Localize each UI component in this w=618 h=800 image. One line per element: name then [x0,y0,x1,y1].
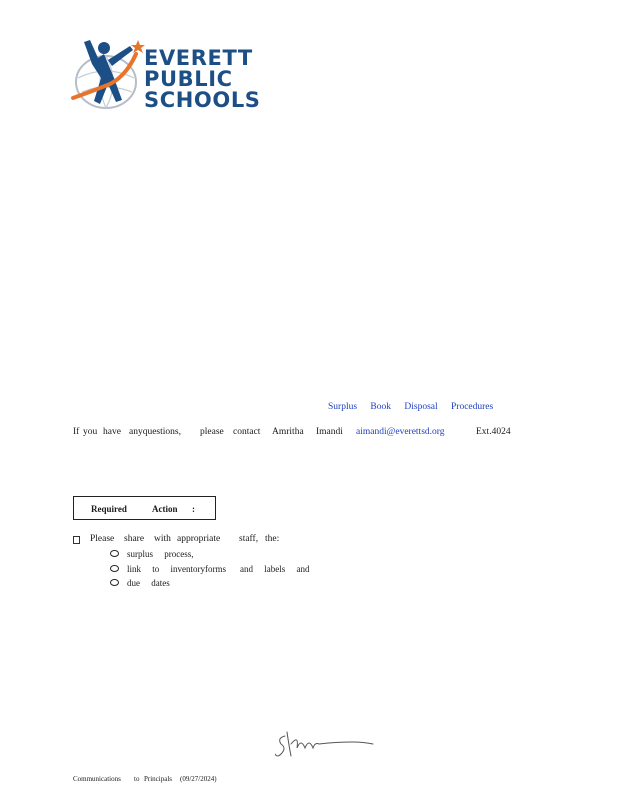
footer-part-3: Principals [144,775,172,783]
contact-word-if: If [73,427,80,437]
bullet-word-please: Please [90,534,115,544]
bullet-word-staff: staff, [239,534,259,544]
contact-word-please: please [200,427,224,437]
logo-line-2: PUBLIC [144,67,233,91]
signature-image [275,728,375,760]
required-action-word-1: Required [91,504,127,514]
required-action-box [73,496,216,520]
sub-bullet-text: due dates [127,578,170,588]
sub-bullet-surplus [110,549,310,561]
procedures-link-word-2[interactable]: Book [370,402,392,412]
district-logo [70,34,261,114]
procedures-link[interactable] [328,402,493,412]
logo-wordmark [144,48,261,111]
logo-emblem-icon [70,34,150,114]
required-action-word-2: Action [152,504,178,514]
footer-part-1: Communications [73,775,121,783]
procedures-link-word-4[interactable]: Procedures [451,402,494,412]
footer-part-2: to [134,775,140,783]
footer-part-4: (09/27/2024) [180,775,217,783]
contact-last-name: Imandi [316,427,343,437]
procedures-link-word-3[interactable]: Disposal [404,402,438,412]
circle-bullet-icon [110,565,119,572]
contact-first-name: Amritha [272,427,304,437]
circle-bullet-icon [110,579,119,586]
contact-word-anyquestions: anyquestions, [129,427,181,437]
sub-bullet-dates [110,578,310,590]
contact-extension: Ext.4024 [476,427,511,437]
contact-word-contact: contact [233,427,261,437]
bullet-word-with: with [154,534,171,544]
bullet-word-appropriate: appropriate [177,534,221,544]
sub-bullet-text-extra: and labels and [240,564,310,574]
procedures-link-word-1[interactable]: Surplus [328,402,358,412]
circle-bullet-icon [110,550,119,557]
sub-bullet-link [110,564,310,576]
logo-line-1: EVERETT [144,46,253,70]
required-action-colon: : [192,504,195,514]
main-bullet [73,534,333,546]
logo-line-3: SCHOOLS [144,88,261,112]
contact-email-link[interactable]: aimandi@everettsd.org [356,427,445,437]
contact-word-you: you [83,427,98,437]
sub-bullet-text: link to inventoryforms [127,564,226,574]
contact-word-have: have [103,427,121,437]
bullet-word-share: share [124,534,145,544]
bullet-word-the: the: [265,534,280,544]
sub-bullet-text: surplus process, [127,549,194,559]
footer [73,775,233,785]
square-bullet-icon [73,536,80,544]
